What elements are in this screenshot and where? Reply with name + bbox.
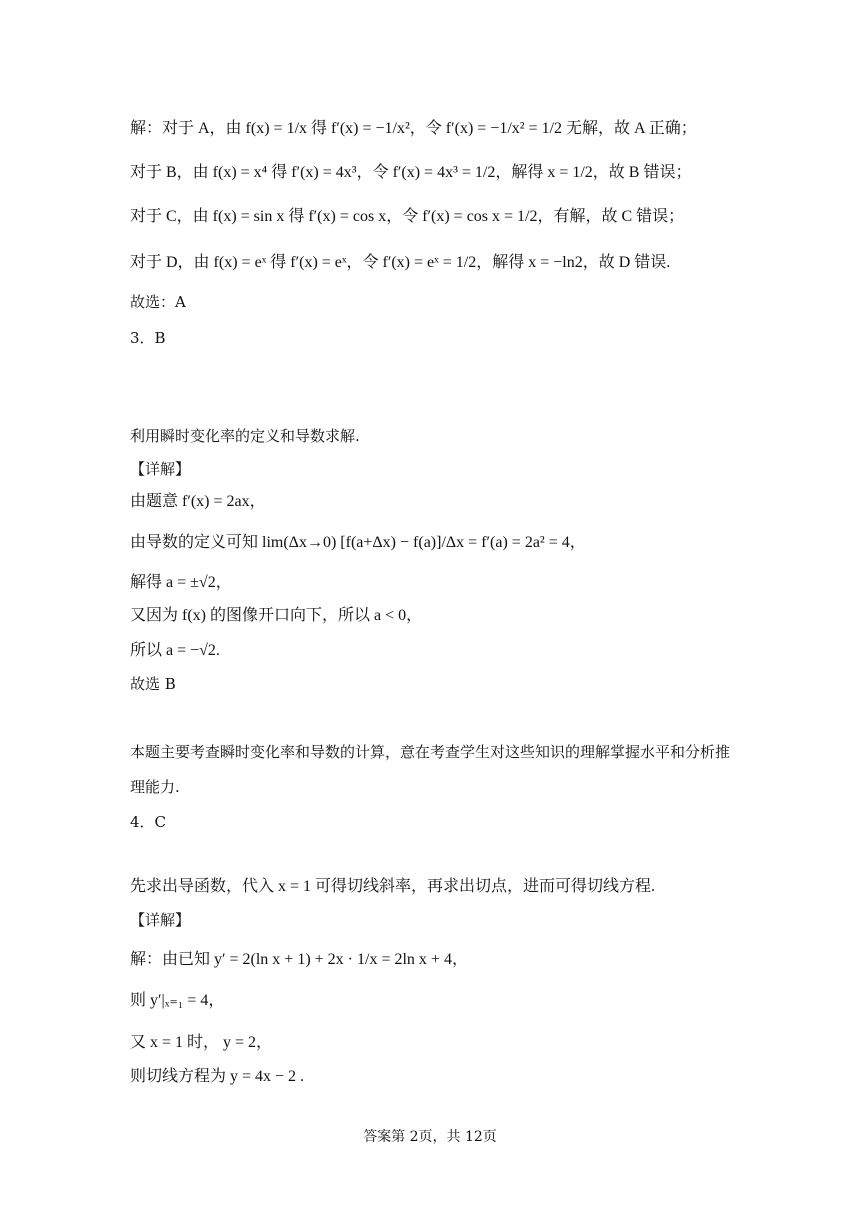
question-4-step-2: 则 y′|ₓ₌₁ = 4， bbox=[130, 992, 225, 1009]
question-4-hint: 先求出导函数，代入 x = 1 可得切线斜率，再求出切点，进而可得切线方程. bbox=[130, 878, 656, 895]
question-4-step-4: 则切线方程为 y = 4x − 2 . bbox=[130, 1068, 305, 1085]
question-3-choice: 故选 B bbox=[130, 675, 176, 693]
solution-a-line: 解：对于 A，由 f(x) = 1/x 得 f′(x) = −1/x²，令 f′(x) = −1/x² = 1/2 无解，故 A 正确； bbox=[130, 120, 697, 137]
question-4-number: 4．C bbox=[130, 813, 167, 831]
question-3-step-5: 所以 a = −√2. bbox=[130, 642, 220, 659]
question-3-step-1: 由题意 f′(x) = 2ax， bbox=[130, 493, 266, 510]
question-4-detail-heading: 【详解】 bbox=[130, 911, 191, 929]
question-3-comment-line-2: 理能力. bbox=[130, 778, 180, 796]
page-footer: 答案第 2页，共 12页 bbox=[363, 1129, 497, 1145]
question-3-number: 3．B bbox=[130, 329, 166, 347]
question-4-step-3: 又 x = 1 时， y = 2， bbox=[130, 1034, 273, 1051]
question-3-detail-heading: 【详解】 bbox=[130, 460, 191, 478]
question-3-step-3: 解得 a = ±√2， bbox=[130, 574, 232, 591]
solution-c-line: 对于 C，由 f(x) = sin x 得 f′(x) = cos x，令 f′(x) = cos x = 1/2，有解，故 C 错误； bbox=[130, 208, 685, 225]
question-4-step-1: 解：由已知 y′ = 2(ln x + 1) + 2x · 1/x = 2ln x + 4， bbox=[130, 951, 468, 968]
question-3-step-4: 又因为 f(x) 的图像开口向下，所以 a < 0， bbox=[130, 607, 423, 624]
choice-a-line: 故选：A bbox=[130, 293, 186, 311]
question-3-comment-line-1: 本题主要考查瞬时变化率和导数的计算，意在考查学生对这些知识的理解掌握水平和分析推 bbox=[130, 743, 731, 761]
question-3-step-2: 由导数的定义可知 lim(Δx→0) [f(a+Δx) − f(a)]/Δx = f′(a) = 2a² = 4， bbox=[130, 534, 586, 551]
solution-d-line: 对于 D，由 f(x) = eˣ 得 f′(x) = eˣ，令 f′(x) = eˣ = 1/2，解得 x = −ln2，故 D 错误. bbox=[130, 254, 671, 271]
solution-b-line: 对于 B，由 f(x) = x⁴ 得 f′(x) = 4x³，令 f′(x) = 4x³ = 1/2，解得 x = 1/2，故 B 错误； bbox=[130, 164, 692, 181]
question-3-hint: 利用瞬时变化率的定义和导数求解. bbox=[130, 427, 360, 445]
